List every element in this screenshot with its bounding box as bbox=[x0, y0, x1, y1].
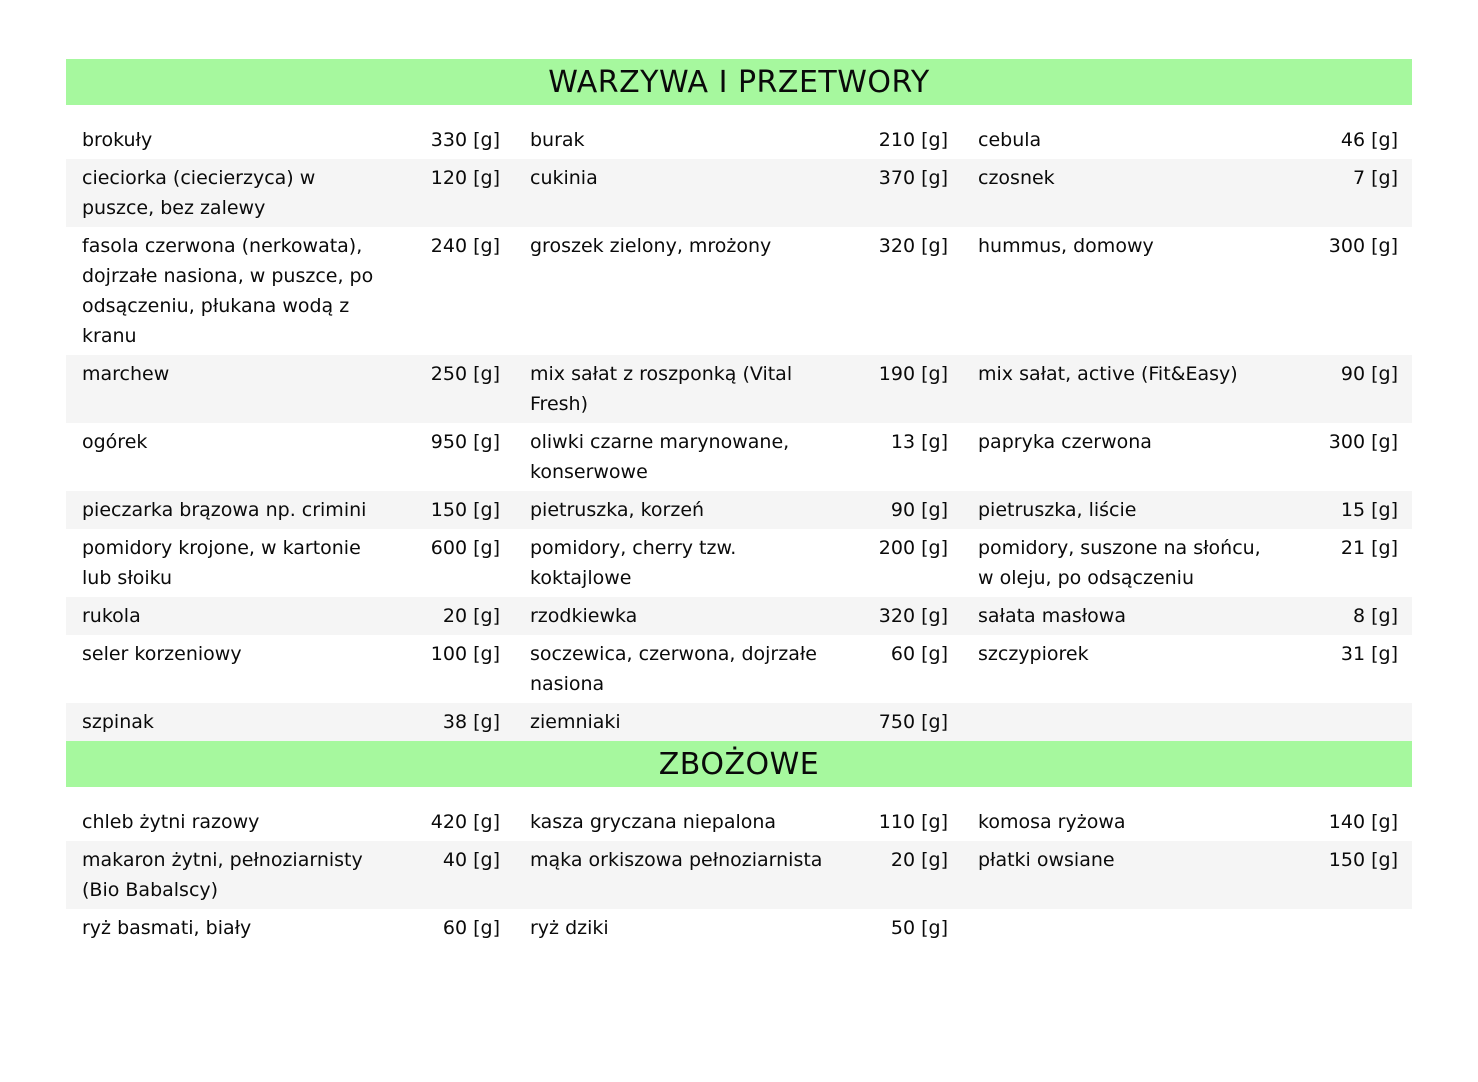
table-row bbox=[66, 841, 1412, 909]
item-name: marchew bbox=[82, 363, 170, 385]
item-qty: 15 [g] bbox=[1340, 499, 1398, 521]
item-qty: 370 [g] bbox=[878, 167, 948, 189]
item-qty: 20 [g] bbox=[442, 605, 500, 627]
item-name: pietruszka, liście bbox=[978, 499, 1137, 521]
item-name: makaron żytni, pełnoziarnisty (Bio Babalscy) bbox=[82, 849, 363, 901]
item-name: pieczarka brązowa np. crimini bbox=[82, 499, 367, 521]
table-row bbox=[66, 159, 1412, 227]
item-qty: 60 [g] bbox=[890, 643, 948, 665]
item-name: ryż basmati, biały bbox=[82, 917, 252, 939]
table-row bbox=[66, 597, 1412, 635]
item-name: mix sałat z roszponką (Vital Fresh) bbox=[530, 363, 793, 415]
item-name: mix sałat, active (Fit&Easy) bbox=[978, 363, 1238, 385]
item-qty: 300 [g] bbox=[1328, 235, 1398, 257]
item-name: pomidory, suszone na słońcu, w oleju, po odsączeniu bbox=[978, 537, 1261, 589]
sections-container bbox=[66, 59, 1412, 947]
item-qty: 8 [g] bbox=[1352, 605, 1398, 627]
item-name: komosa ryżowa bbox=[978, 811, 1126, 833]
item-name: ogórek bbox=[82, 431, 148, 453]
table-row bbox=[66, 787, 1412, 841]
item-qty: 100 [g] bbox=[430, 643, 500, 665]
shopping-list-sheet bbox=[66, 59, 1412, 947]
item-name: pietruszka, korzeń bbox=[530, 499, 705, 521]
item-name: sałata masłowa bbox=[978, 605, 1126, 627]
item-qty: 320 [g] bbox=[878, 605, 948, 627]
table-row bbox=[66, 491, 1412, 529]
item-name: rzodkiewka bbox=[530, 605, 638, 627]
item-name: cukinia bbox=[530, 167, 598, 189]
item-name: ryż dziki bbox=[530, 917, 609, 939]
item-qty: 600 [g] bbox=[430, 537, 500, 559]
item-qty: 31 [g] bbox=[1340, 643, 1398, 665]
item-qty bbox=[1282, 909, 1412, 947]
item-qty: 300 [g] bbox=[1328, 431, 1398, 453]
item-name bbox=[962, 909, 1282, 947]
section-header: WARZYWA I PRZETWORY bbox=[66, 59, 1412, 105]
item-qty: 38 [g] bbox=[442, 711, 500, 733]
item-qty: 150 [g] bbox=[430, 499, 500, 521]
item-qty: 320 [g] bbox=[878, 235, 948, 257]
item-name: groszek zielony, mrożony bbox=[530, 235, 772, 257]
item-name: oliwki czarne marynowane, konserwowe bbox=[530, 431, 790, 483]
item-name: papryka czerwona bbox=[978, 431, 1152, 453]
table-row bbox=[66, 909, 1412, 947]
section-header: ZBOŻOWE bbox=[66, 741, 1412, 787]
item-qty: 50 [g] bbox=[890, 917, 948, 939]
item-name: burak bbox=[530, 129, 585, 151]
item-qty: 210 [g] bbox=[878, 129, 948, 151]
item-qty: 13 [g] bbox=[890, 431, 948, 453]
item-qty: 120 [g] bbox=[430, 167, 500, 189]
item-name: pomidory, cherry tzw. koktajlowe bbox=[530, 537, 737, 589]
item-qty: 750 [g] bbox=[878, 711, 948, 733]
item-qty: 420 [g] bbox=[430, 811, 500, 833]
section-table bbox=[66, 787, 1412, 947]
item-qty bbox=[1282, 703, 1412, 741]
item-qty: 200 [g] bbox=[878, 537, 948, 559]
table-row bbox=[66, 355, 1412, 423]
item-name: cieciorka (ciecierzyca) w puszce, bez zalewy bbox=[82, 167, 316, 219]
item-name: chleb żytni razowy bbox=[82, 811, 260, 833]
item-name: szpinak bbox=[82, 711, 154, 733]
item-name bbox=[962, 703, 1282, 741]
item-qty: 110 [g] bbox=[878, 811, 948, 833]
item-qty: 21 [g] bbox=[1340, 537, 1398, 559]
item-qty: 7 [g] bbox=[1352, 167, 1398, 189]
item-qty: 46 [g] bbox=[1340, 129, 1398, 151]
item-name: kasza gryczana niepalona bbox=[530, 811, 777, 833]
item-name: soczewica, czerwona, dojrzałe nasiona bbox=[530, 643, 817, 695]
table-row bbox=[66, 703, 1412, 741]
table-row bbox=[66, 423, 1412, 491]
item-qty: 140 [g] bbox=[1328, 811, 1398, 833]
item-name: seler korzeniowy bbox=[82, 643, 242, 665]
item-name: szczypiorek bbox=[978, 643, 1089, 665]
table-row bbox=[66, 529, 1412, 597]
item-qty: 150 [g] bbox=[1328, 849, 1398, 871]
item-name: mąka orkiszowa pełnoziarnista bbox=[530, 849, 823, 871]
item-name: fasola czerwona (nerkowata), dojrzałe nasiona, w puszce, po odsączeniu, płukana wodą z kranu bbox=[82, 235, 374, 347]
item-name: hummus, domowy bbox=[978, 235, 1154, 257]
item-qty: 90 [g] bbox=[1340, 363, 1398, 385]
item-name: pomidory krojone, w kartonie lub słoiku bbox=[82, 537, 361, 589]
table-row bbox=[66, 635, 1412, 703]
item-qty: 240 [g] bbox=[430, 235, 500, 257]
item-name: brokuły bbox=[82, 129, 153, 151]
item-qty: 90 [g] bbox=[890, 499, 948, 521]
item-name: ziemniaki bbox=[530, 711, 621, 733]
item-qty: 950 [g] bbox=[430, 431, 500, 453]
item-qty: 60 [g] bbox=[442, 917, 500, 939]
item-name: płatki owsiane bbox=[978, 849, 1115, 871]
table-row bbox=[66, 227, 1412, 355]
item-qty: 190 [g] bbox=[878, 363, 948, 385]
item-name: rukola bbox=[82, 605, 141, 627]
item-qty: 20 [g] bbox=[890, 849, 948, 871]
item-qty: 330 [g] bbox=[430, 129, 500, 151]
section-table bbox=[66, 105, 1412, 741]
item-name: cebula bbox=[978, 129, 1042, 151]
table-row bbox=[66, 105, 1412, 159]
item-qty: 250 [g] bbox=[430, 363, 500, 385]
item-qty: 40 [g] bbox=[442, 849, 500, 871]
item-name: czosnek bbox=[978, 167, 1055, 189]
